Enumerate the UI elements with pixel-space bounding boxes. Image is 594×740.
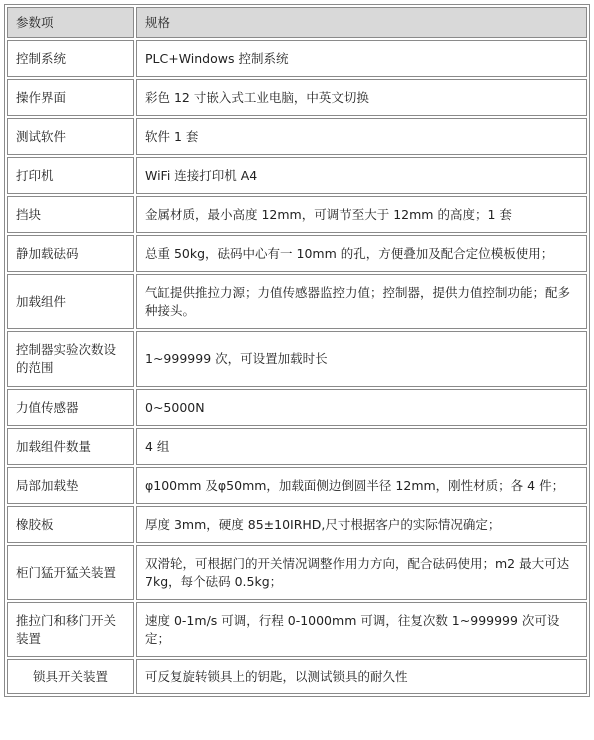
table-row: [7, 235, 587, 272]
row-spec: 总重 50kg，砝码中心有一 10mm 的孔，方便叠加及配合定位模板使用；: [136, 235, 587, 272]
table-row: [7, 545, 587, 600]
header-param: 参数项: [7, 7, 134, 38]
row-spec: 金属材质，最小高度 12mm，可调节至大于 12mm 的高度；1 套: [136, 196, 587, 233]
row-param: 测试软件: [7, 118, 134, 155]
table-row: [7, 659, 587, 694]
table-row: [7, 331, 587, 387]
row-spec: 4 组: [136, 428, 587, 465]
row-param: 推拉门和移门开关装置: [7, 602, 134, 657]
row-param: 橡胶板: [7, 506, 134, 543]
row-param: 加载组件: [7, 274, 134, 329]
row-param: 打印机: [7, 157, 134, 194]
table-row: [7, 79, 587, 116]
row-param: 局部加载垫: [7, 467, 134, 504]
row-param: 挡块: [7, 196, 134, 233]
row-spec: 彩色 12 寸嵌入式工业电脑，中英文切换: [136, 79, 587, 116]
spec-sheet: [4, 4, 588, 697]
table-row: [7, 118, 587, 155]
row-spec: φ100mm 及φ50mm，加载面侧边倒圆半径 12mm，刚性材质；各 4 件；: [136, 467, 587, 504]
row-param: 锁具开关装置: [7, 659, 134, 694]
row-param: 力值传感器: [7, 389, 134, 426]
row-spec: 可反复旋转锁具上的钥匙，以测试锁具的耐久性: [136, 659, 587, 694]
table-row: [7, 428, 587, 465]
row-param: 操作界面: [7, 79, 134, 116]
row-spec: WiFi 连接打印机 A4: [136, 157, 587, 194]
row-spec: 气缸提供推拉力源；力值传感器监控力值；控制器，提供力值控制功能；配多种接头。: [136, 274, 587, 329]
row-param: 控制器实验次数设的范围: [7, 331, 134, 387]
row-spec: 双滑轮，可根据门的开关情况调整作用力方向，配合砝码使用；m2 最大可达 7kg，每个砝码 0.5kg；: [136, 545, 587, 600]
table-row: [7, 602, 587, 657]
row-param: 柜门猛开猛关装置: [7, 545, 134, 600]
table-row: [7, 157, 587, 194]
table-row: [7, 389, 587, 426]
table-row: [7, 196, 587, 233]
table-row: [7, 467, 587, 504]
row-spec: 厚度 3mm，硬度 85±10IRHD,尺寸根据客户的实际情况确定；: [136, 506, 587, 543]
header-spec: 规格: [136, 7, 587, 38]
table-row: [7, 40, 587, 77]
spec-table: [4, 4, 590, 697]
row-param: 控制系统: [7, 40, 134, 77]
row-param: 静加载砝码: [7, 235, 134, 272]
table-header-row: [7, 7, 587, 38]
row-spec: 1~999999 次，可设置加载时长: [136, 331, 587, 387]
table-row: [7, 274, 587, 329]
table-row: [7, 506, 587, 543]
row-spec: 软件 1 套: [136, 118, 587, 155]
row-spec: 0~5000N: [136, 389, 587, 426]
row-param: 加载组件数量: [7, 428, 134, 465]
row-spec: 速度 0-1m/s 可调，行程 0-1000mm 可调，往复次数 1~999999 次可设定；: [136, 602, 587, 657]
row-spec: PLC+Windows 控制系统: [136, 40, 587, 77]
